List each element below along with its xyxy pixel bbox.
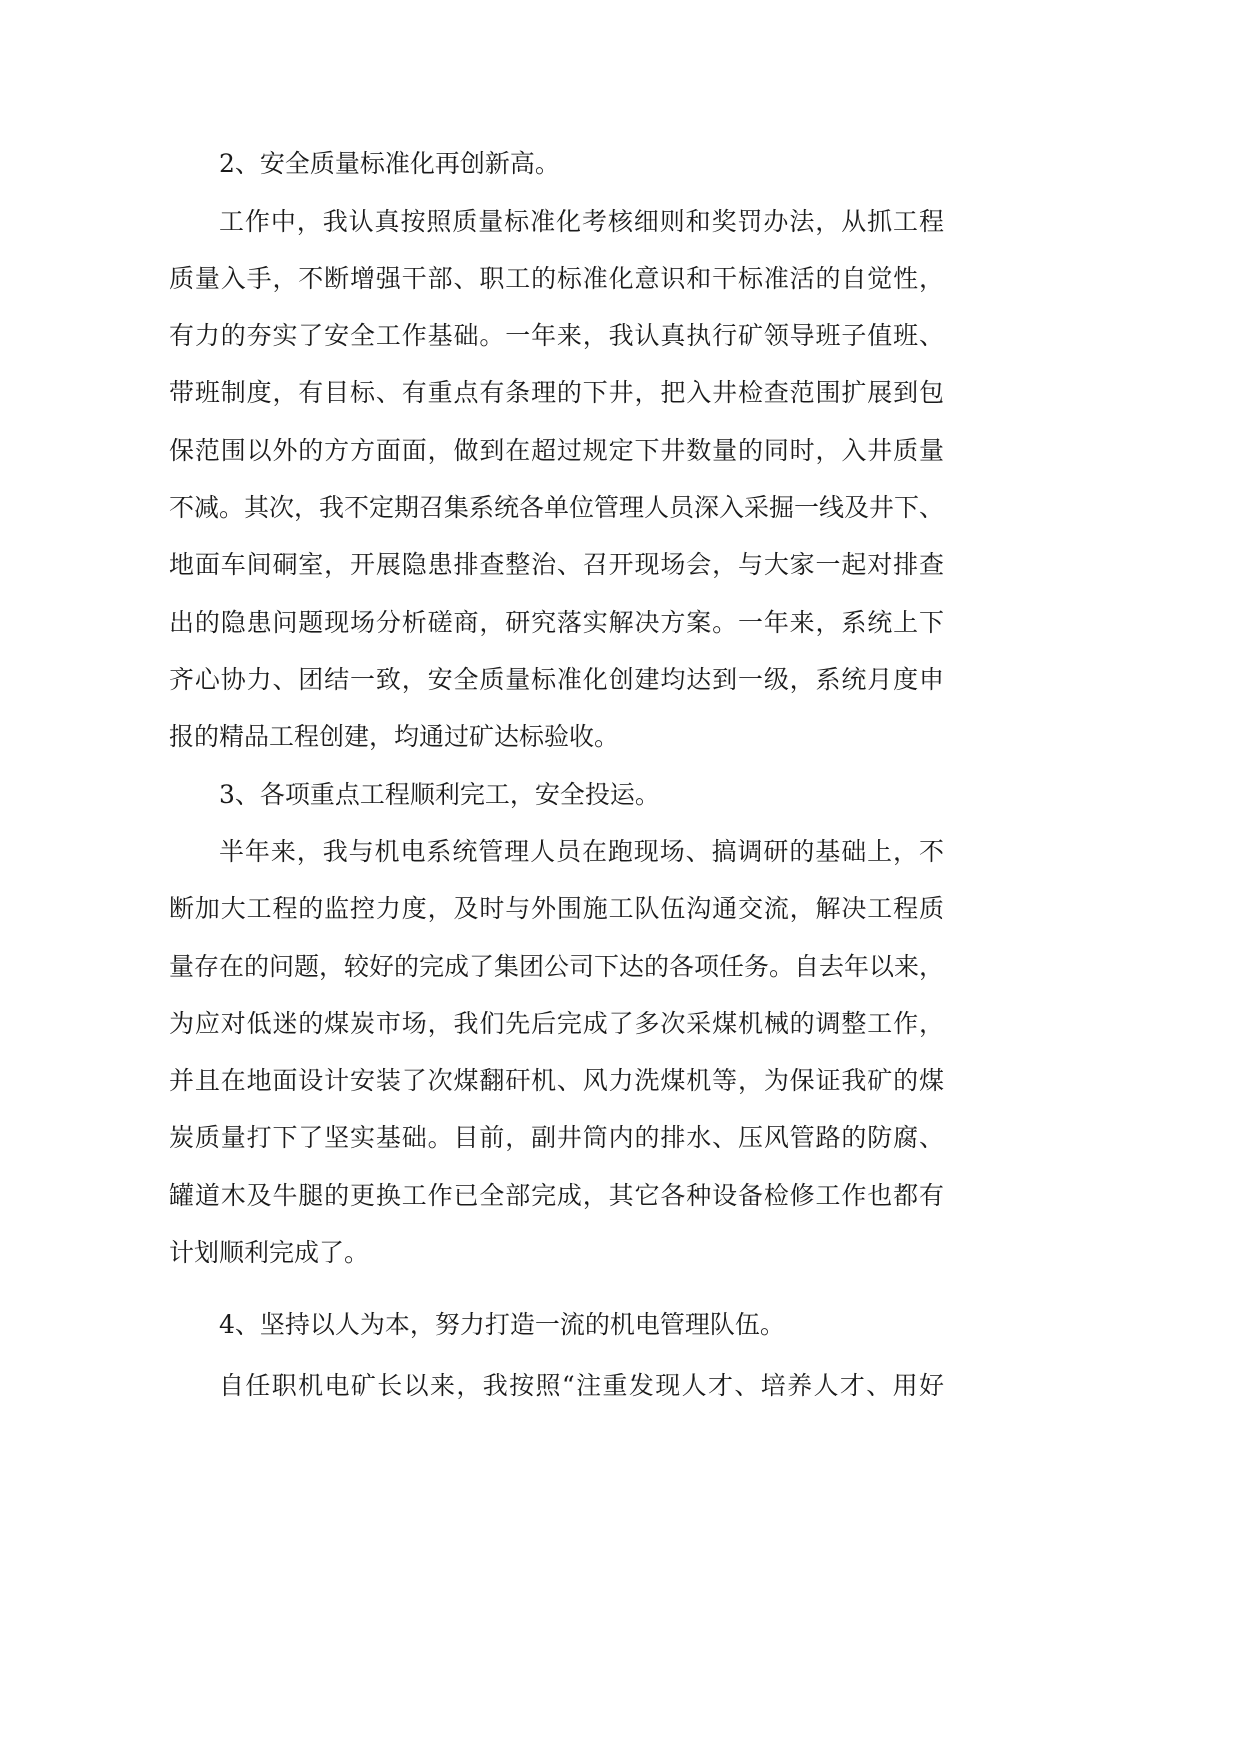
paragraph-line: 齐心协力、团结一致，安全质量标准化创建均达到一级，系统月度申 (169, 665, 944, 694)
section-heading-3: 3、各项重点工程顺利完工，安全投运。 (219, 780, 660, 809)
paragraph-line: 计划顺利完成了。 (169, 1238, 370, 1267)
paragraph-line: 报的精品工程创建，均通过矿达标验收。 (169, 722, 620, 751)
paragraph-line: 断加大工程的监控力度，及时与外围施工队伍沟通交流，解决工程质 (169, 894, 944, 923)
paragraph-line: 工作中，我认真按照质量标准化考核细则和奖罚办法，从抓工程 (219, 207, 944, 236)
paragraph-line: 带班制度，有目标、有重点有条理的下井，把入井检查范围扩展到包 (169, 378, 944, 407)
paragraph-line: 保范围以外的方方面面，做到在超过规定下井数量的同时，入井质量 (169, 436, 944, 465)
paragraph-line: 自任职机电矿长以来，我按照“注重发现人才、培养人才、用好 (219, 1371, 944, 1400)
paragraph-line: 炭质量打下了坚实基础。目前，副井筒内的排水、压风管路的防腐、 (169, 1123, 944, 1152)
paragraph-line: 质量入手，不断增强干部、职工的标准化意识和干标准活的自觉性， (169, 264, 944, 293)
paragraph-line: 罐道木及牛腿的更换工作已全部完成，其它各种设备检修工作也都有 (169, 1181, 944, 1210)
paragraph-line: 出的隐患问题现场分析磋商，研究落实解决方案。一年来，系统上下 (169, 608, 944, 637)
section-heading-4: 4、坚持以人为本，努力打造一流的机电管理队伍。 (219, 1310, 785, 1339)
paragraph-line: 地面车间硐室，开展隐患排查整治、召开现场会，与大家一起对排查 (169, 550, 944, 579)
paragraph-line: 量存在的问题，较好的完成了集团公司下达的各项任务。自去年以来， (169, 952, 945, 981)
paragraph-line: 有力的夯实了安全工作基础。一年来，我认真执行矿领导班子值班、 (169, 321, 944, 350)
paragraph-line: 为应对低迷的煤炭市场，我们先后完成了多次采煤机械的调整工作， (169, 1009, 944, 1038)
paragraph-line: 半年来，我与机电系统管理人员在跑现场、搞调研的基础上，不 (219, 837, 944, 866)
paragraph-line: 并且在地面设计安装了次煤翻矸机、风力洗煤机等，为保证我矿的煤 (169, 1066, 944, 1095)
paragraph-line: 不减。其次，我不定期召集系统各单位管理人员深入采掘一线及井下、 (169, 493, 945, 522)
section-heading-2: 2、安全质量标准化再创新高。 (219, 149, 560, 178)
